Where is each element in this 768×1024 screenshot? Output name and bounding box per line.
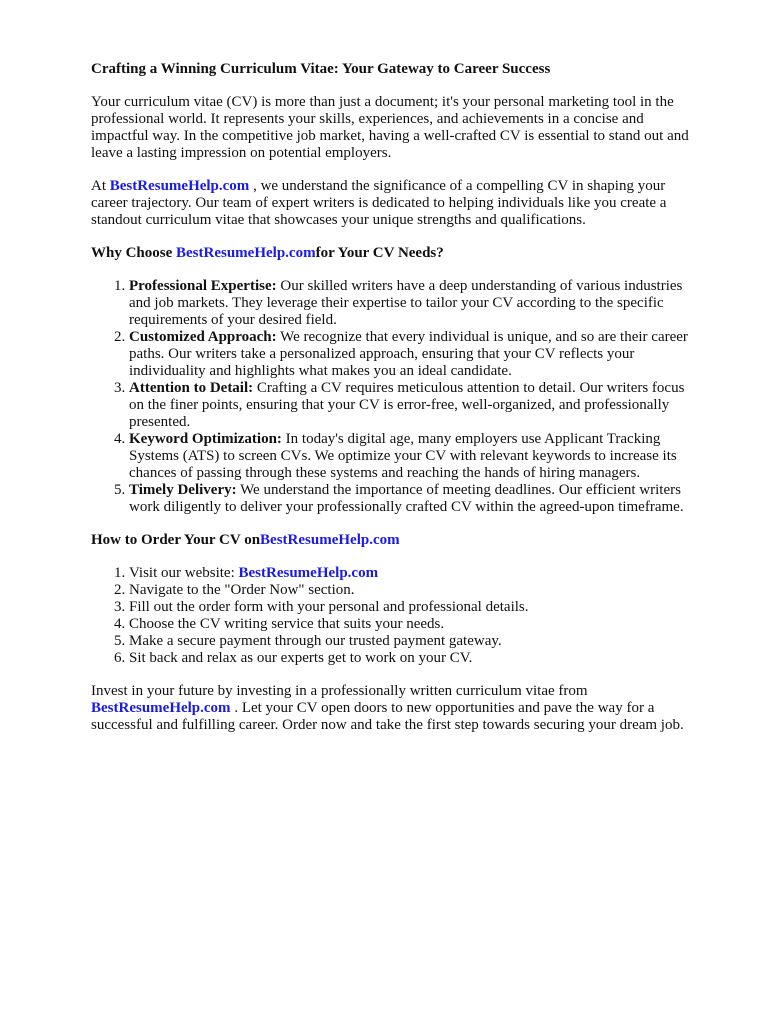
why-item-text: Our skilled writers have a deep understanding of various industries and job markets. They leverage their expertise to tailor your CV according to the specific requirements of your desired field. xyxy=(129,278,683,328)
why-heading xyxy=(91,245,698,262)
closing-prefix: Invest in your future by investing in a professionally written curriculum vitae from xyxy=(91,683,588,699)
closing-paragraph xyxy=(91,683,698,734)
why-item-text: In today's digital age, many employers use Applicant Tracking Systems (ATS) to screen CVs. We optimize your CV with relevant keywords to increase its chances of passing through these systems and reaching the hands of hiring managers. xyxy=(129,431,677,481)
document-title: Crafting a Winning Curriculum Vitae: Your Gateway to Career Success xyxy=(91,61,551,77)
why-item-term: Timely Delivery: xyxy=(129,482,237,498)
about-prefix: At xyxy=(91,178,110,194)
about-suffix: , we understand the significance of a compelling CV in shaping your career trajectory. Our team of expert writers is dedicated to helping individuals like you create a standout curriculum vitae that showcases your unique strengths and qualifications. xyxy=(91,178,667,228)
why-heading-link[interactable]: BestResumeHelp.com xyxy=(176,245,316,261)
order-step-6: 6. Sit back and relax as our experts get to work on your CV. xyxy=(129,650,698,667)
about-link[interactable]: BestResumeHelp.com xyxy=(109,178,250,194)
why-item-term: Keyword Optimization: xyxy=(129,431,282,447)
why-item-text: We recognize that every individual is unique, and so are their career paths. Our writers take a personalized approach, ensuring that your CV reflects your individuality and highlights what makes you an ideal candidate. xyxy=(129,329,688,379)
order-step-1-prefix: Visit our website: xyxy=(129,565,239,581)
order-steps-list xyxy=(91,565,698,667)
order-step-3: 3. Fill out the order form with your personal and professional details. xyxy=(129,599,698,616)
order-step-2: 2. Navigate to the "Order Now" section. xyxy=(129,582,698,599)
why-item-text: Crafting a CV requires meticulous attention to detail. Our writers focus on the finer points, ensuring that your CV is error-free, well-organized, and professionally presented. xyxy=(129,380,685,430)
closing-link[interactable]: BestResumeHelp.com xyxy=(91,700,231,716)
order-heading-prefix: How to Order Your CV on xyxy=(91,532,261,548)
why-heading-prefix: Why Choose xyxy=(91,245,177,261)
about-paragraph xyxy=(91,178,698,229)
order-heading-link[interactable]: BestResumeHelp.com xyxy=(260,532,400,548)
why-heading-suffix: for Your CV Needs? xyxy=(315,245,444,261)
why-item-term: Professional Expertise: xyxy=(129,278,277,294)
order-step-1-link[interactable]: BestResumeHelp.com xyxy=(238,565,379,581)
why-item-timely-delivery xyxy=(129,482,698,516)
why-item-professional-expertise xyxy=(129,278,698,329)
why-item-attention-to-detail xyxy=(129,380,698,431)
why-item-keyword-optimization xyxy=(129,431,698,482)
order-step-5: 5. Make a secure payment through our trusted payment gateway. xyxy=(129,633,698,650)
why-item-term: Attention to Detail: xyxy=(129,380,254,396)
order-step-1 xyxy=(129,565,698,582)
why-list xyxy=(91,278,698,516)
order-heading xyxy=(91,532,698,549)
why-item-term: Customized Approach: xyxy=(129,329,277,345)
closing-suffix: . Let your CV open doors to new opportunities and pave the way for a successful and fulfilling career. Order now and take the first step towards securing your dream job. xyxy=(91,700,684,733)
intro-paragraph: Your curriculum vitae (CV) is more than just a document; it's your personal marketing tool in the professional world. It represents your skills, experiences, and achievements in a concise and impactful way. In the competitive job market, having a well-crafted CV is essential to stand out and leave a lasting impression on potential employers. xyxy=(91,94,689,161)
order-step-4: 4. Choose the CV writing service that suits your needs. xyxy=(129,616,698,633)
why-item-customized-approach xyxy=(129,329,698,380)
why-item-text: We understand the importance of meeting deadlines. Our efficient writers work diligently to deliver your professionally crafted CV within the agreed-upon timeframe. xyxy=(129,482,684,515)
